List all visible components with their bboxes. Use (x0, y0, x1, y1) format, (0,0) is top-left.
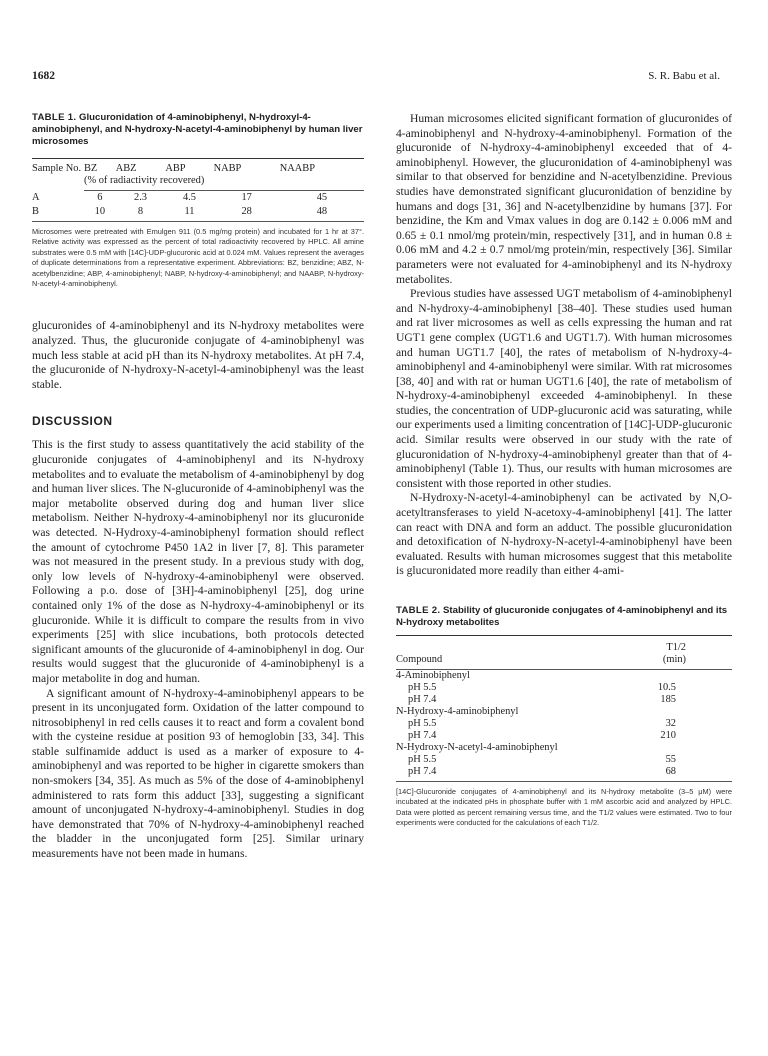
body-paragraph: N-Hydroxy-N-acetyl-4-aminobiphenyl can be activated by N,O-acetyltransferases to yield N-acetoxy-4-aminobiphenyl [41]. The latter can react with DNA and form an adduct. The possible glucuronidation and detoxification of N-hydroxy-N-acetyl-4-aminobiphenyl have been evaluated. Results with human microsomes suggest that this metabolite is glucuronidated more readily than either 4-ami- (396, 491, 732, 578)
table2-caption (396, 605, 732, 629)
table-row (32, 205, 364, 222)
table2-col-halflife (525, 636, 732, 670)
table2-value: 68 (525, 766, 732, 782)
table2-value: 32 (665, 718, 676, 729)
table1-col-sample: Sample No. (32, 159, 84, 191)
table1-cell: 11 (165, 205, 213, 222)
table2-value: 10.5 (657, 682, 676, 693)
table1-cell: 8 (116, 205, 166, 222)
table1-col-header: NABP (214, 159, 280, 176)
table1-cell: 45 (316, 192, 328, 203)
table-row (396, 670, 732, 683)
table-row (396, 742, 732, 754)
table2-value: 210 (660, 730, 676, 741)
discussion-paragraph: This is the first study to assess quantitatively the acid stability of the glucuronide conjugates of 4-aminobiphenyl and its N-hydroxy metabolites and to evaluate the metabolism of 4-aminobiphenyl by dog and human liver slices. The N-glucuronide of 4-aminobiphenyl was the major metabolite observed during dog and human liver slice metabolism. Neither N-hydroxy-4-aminobiphenyl nor its glucuronide was detected. N-Hydroxy-4-aminobiphenyl formation should reflect the amount of cytochrome P450 1A2 in liver [7, 8]. This parameter was not measured in the present study. In a previous study with dog, only low levels of N-hydroxy-4-aminobiphenyl were observed. Following a p.o. dose of [3H]-4-aminobiphenyl [25], dog urine contained only 1% of the dose as N-hydroxy-4-aminobiphenyl or its glucuronide. While it is difficult to compare the results from in vivo experiments [25] with slice incubations, both protocols detected significant amounts of the glucuronide of 4-aminobiphenyl in dog. Our results would suggest that the glucuronide of 4-aminobiphenyl is a major metabolite in dog and human. (32, 438, 364, 685)
table2-ph: pH 5.5 (408, 682, 437, 693)
table1-label: TABLE 1. (32, 112, 77, 123)
table2-ph: pH 7.4 (396, 766, 525, 782)
table1-title: Glucuronidation of 4-aminobiphenyl, N-hydroxyl-4-aminobiphenyl, and N-hydroxy-N-acetyl-4-aminobiphenyl by human liver microsomes (32, 112, 363, 147)
table2-title: Stability of glucuronide conjugates of 4-aminobiphenyl and its N-hydroxy metabolites (396, 605, 728, 628)
table1-cell: 28 (214, 205, 280, 222)
table2-value: 185 (660, 694, 676, 705)
table-row (396, 694, 732, 706)
page-number: 1682 (32, 70, 55, 82)
discussion-paragraph: A significant amount of N-hydroxy-4-aminobiphenyl appears to be present in its unconjugated form. Oxidation of the latter compound to nitrosobiphenyl in red cells causes it to react and form a covalent bond with the cysteine residue at position 93 of hemoglobin [33, 34]. This stable sulfinamide adduct is used as a marker of exposure to 4-aminobiphenyl and was reported to be higher in cigarette smokers than non-smokers [34, 35]. As much as 5% of the dose of 4-aminobiphenyl administered to rats form this adduct [33], suggesting a significant amount of unconjugated N-hydroxy-4-aminobiphenyl. Studies in dog have demonstrated that 70% of N-hydroxy-4-aminobiphenyl reached the bladder in the unconjugated form [25]. Similar urinary measurements have not been made in humans. (32, 686, 364, 861)
table2-col-compound: Compound (396, 636, 525, 670)
table2-ph: pH 5.5 (408, 718, 437, 729)
table1-cell: 48 (280, 205, 364, 222)
table2-ph: pH 7.4 (408, 694, 437, 705)
table2-compound: N-Hydroxy-N-acetyl-4-aminobiphenyl (396, 742, 558, 753)
table2-value: 55 (665, 754, 676, 765)
table1-cell: 2.3 (134, 192, 148, 203)
table2-col-unit: (min) (662, 654, 686, 665)
table1-cell: 6 (97, 192, 103, 203)
table2-ph: pH 5.5 (408, 754, 437, 765)
body-paragraph: Human microsomes elicited significant formation of glucuronides of 4-aminobiphenyl and N-hydroxy-4-aminobiphenyl. Formation of the glucuronide of N-hydroxy-4-aminobiphenyl exceeded that of 4-aminobiphenyl. However, the glucuronidation of 4-aminobiphenyl was similar to that observed for benzidine and N-acetylbenzidine. Previous studies have demonstrated significant glucuronidation of benzidine by humans and dogs [31, 36] and N-acetylbenzidine by humans [37]. For benzidine, the Km and Vmax values in dog are 0.142 ± 0.006 mM and 0.65 ± 0.1 nmol/mg protein/min, respectively [31], and in human 0.8 ± 0.06 mM and 4.2 ± 0.7 nmol/mg protein/min, respectively [36]. Similar parameters were not evaluated for 4-aminobiphenyl and its N-hydroxy metabolites. (396, 112, 732, 286)
table2-ph: pH 7.4 (408, 730, 437, 741)
running-header-authors: S. R. Babu et al. (648, 70, 720, 82)
table1-cell: B (32, 205, 84, 222)
results-paragraph-continued: glucuronides of 4-aminobiphenyl and its N-hydroxy metabolites were analyzed. Thus, the glucuronide conjugate of 4-aminobiphenyl was much less stable at acid pH than its N-hydroxy metabolites. At pH 7.4, the glucuronide of N-hydroxy-N-acetyl-4-aminobiphenyl was the least stable. (32, 319, 364, 391)
table2-col-t: T1/2 (666, 642, 686, 653)
table1-caption (32, 112, 364, 148)
table1-col-header: BZ (84, 159, 116, 176)
table-row (396, 718, 732, 730)
table-row (396, 754, 732, 766)
table2 (396, 605, 732, 829)
table1 (32, 112, 364, 289)
table2-footnote: [14C]-Glucuronide conjugates of 4-aminobiphenyl and its N-hydroxy metabolite (3–5 μM) were incubated at the indicated pHs in phosphate buffer with 1 mM ascorbic acid and analyzed by HPLC. Data were plotted as percent remaining versus time, and the T1/2 values were estimated. Two to four experiments were conducted for the calculations of each T1/2. (396, 787, 732, 828)
table-row (396, 730, 732, 742)
table2-compound: N-Hydroxy-4-aminobiphenyl (396, 706, 519, 717)
body-paragraph: Previous studies have assessed UGT metabolism of 4-aminobiphenyl and N-hydroxy-4-aminobiphenyl [38–40]. These studies used human and rat liver microsomes as well as cells expressing the human and rat UGT1 gene complex (UGT1.6 and UGT1.7). With human microsomes and human UGT1.7 [40], the rates of metabolism of N-hydroxy-4-aminobiphenyl and 4-aminobiphenyl were similar. With rat microsomes [38, 40] and with rat or human UGT1.6 [40], the rate of metabolism of N-hydroxy-4-aminobiphenyl exceeded 4-aminobiphenyl. In these studies, the concentration of UDP-glucuronic acid was saturating, while our experiments used a limiting concentration of [14C]-UDP-glucuronic acid. Similar results were observed in our study with the rate of glucuronidation of N-hydroxy-4-aminobiphenyl greater than that of 4-aminobiphenyl (Table 1). Thus, our results with human microsomes are consistent with those reported in other studies. (396, 287, 732, 490)
table1-cell: 4.5 (182, 192, 196, 203)
table1-subheader: (% of radiactivity recovered) (84, 175, 364, 191)
table1-cell: 17 (241, 192, 252, 203)
table1-col-header: ABP (165, 159, 213, 176)
right-column (396, 112, 732, 829)
table1-cell: A (32, 191, 40, 203)
discussion-heading: DISCUSSION (32, 414, 113, 429)
table1-footnote: Microsomes were pretreated with Emulgen 911 (0.5 mg/mg protein) and incubated for 1 hr at 37°. Relative activity was expressed as the percent of total radioactivity recovered by HPLC. All amine substrates were 0.5 mM with [14C]-UDP-glucuronic acid at 0.024 mM. Values represent the averages of duplicate determinations from a representative experiment. Abbreviations: BZ, benzidine; ABZ, N-acetylbenzidine; ABP, 4-aminobiphenyl; NABP, N-hydroxy-4-aminobiphenyl; and NAABP, N-hydroxy-N-acetyl-4-aminobiphenyl. (32, 227, 364, 289)
table2-grid (396, 635, 732, 782)
table1-cell: 10 (84, 205, 116, 222)
table1-col-header: ABZ (116, 159, 166, 176)
table1-col-header: NAABP (280, 159, 364, 176)
table2-label: TABLE 2. (396, 605, 441, 616)
table-row (32, 191, 364, 206)
table-row (396, 706, 732, 718)
table-row (396, 682, 732, 694)
left-column (32, 112, 364, 862)
table1-grid (32, 158, 364, 222)
table-row (396, 766, 732, 782)
table2-compound: 4-Aminobiphenyl (396, 670, 470, 681)
